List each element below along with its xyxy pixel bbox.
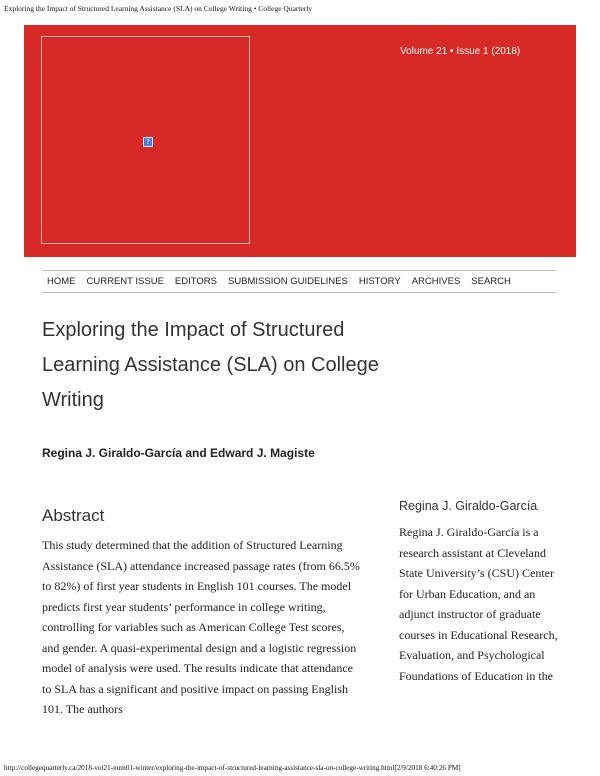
volume-issue-label: Volume 21 • Issue 1 (2018)	[400, 46, 521, 57]
nav-archives[interactable]: ARCHIVES	[411, 276, 461, 287]
main-navigation	[42, 270, 556, 293]
nav-history[interactable]: HISTORY	[358, 276, 401, 287]
article-authors: Regina J. Giraldo-García and Edward J. Magiste	[42, 446, 315, 460]
broken-image-icon: ?	[143, 137, 153, 147]
nav-submission-guidelines[interactable]: SUBMISSION GUIDELINES	[227, 276, 348, 287]
sidebar-author-bio: Regina J. Giraldo-García is a research assistant at Cleveland State University’s (CSU) Center for Urban Education, and an adjunct instructor of graduate courses in Educational Research, Evaluation, and Psychological Foundations of Education in the	[399, 525, 558, 683]
print-header: Exploring the Impact of Structured Learning Assistance (SLA) on College Writing • College Quarterly	[4, 4, 313, 13]
abstract-body: This study determined that the addition of Structured Learning Assistance (SLA) attendance increased passage rates (from 66.5% to 82%) of first year students in English 101 courses. The model predicts first year students’ performance in college writing, controlling for variables such as American College Test scores, and gender. A quasi-experimental design and a logistic regression model of analysis were used. The results indicate that attendance to SLA has a significant and positive impact on passing English 101. The authors	[42, 538, 360, 716]
site-logo-placeholder[interactable]	[41, 36, 250, 244]
nav-editors[interactable]: EDITORS	[174, 276, 217, 287]
site-banner	[24, 25, 576, 257]
nav-home[interactable]: HOME	[47, 276, 76, 287]
abstract-heading: Abstract	[42, 506, 105, 525]
print-footer-url: http://collegequarterly.ca/2018-vol21-num01-winter/exploring-the-impact-of-structured-learning-assistance-sla-on-college-writing.html[2/9/2018 6:40:26 PM]	[4, 764, 461, 772]
sidebar-author-name: Regina J. Giraldo-García	[399, 499, 538, 513]
article-title: Exploring the Impact of Structured Learning Assistance (SLA) on College Writing	[42, 319, 379, 411]
nav-current-issue[interactable]: CURRENT ISSUE	[86, 276, 164, 287]
nav-search[interactable]: SEARCH	[471, 276, 511, 287]
